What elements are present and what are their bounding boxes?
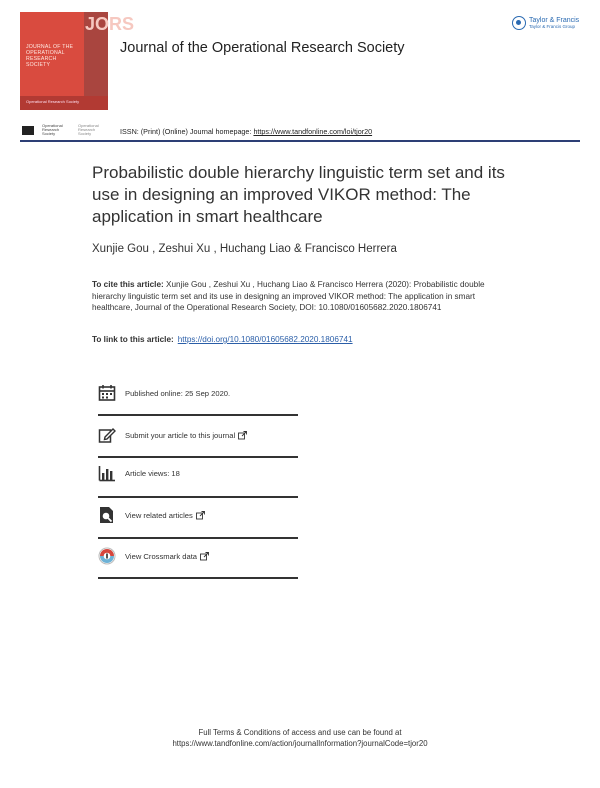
journal-cover[interactable] <box>20 12 135 110</box>
cover-bottom-text: Operational Research Society <box>26 99 80 104</box>
citation: To cite this article: Xunjie Gou , Zeshui Xu , Huchang Liao & Francisco Herrera (2020): Probabilistic double hierarchy linguistic term set and its use in designing an improved VIKOR method: The application in smart healthcare, Journal of the Operational Research Society, DOI: 10.1080/01605682.2020.1806741 <box>92 280 485 312</box>
society-logo-icon <box>22 126 34 135</box>
article-link: To link to this article: https://doi.org/10.1080/01605682.2020.1806741 <box>92 335 353 344</box>
article-title: Probabilistic double hierarchy linguistic term set and its use in designing an improved VIKOR method: The application in smart healthcare <box>92 163 505 226</box>
calendar-icon <box>98 384 116 402</box>
edit-icon <box>98 426 116 444</box>
publisher-logo-icon <box>512 16 526 30</box>
meta-crossmark[interactable] <box>98 537 298 575</box>
meta-submit[interactable] <box>98 416 298 454</box>
submit-article-link[interactable]: Submit your article to this journal <box>125 430 236 440</box>
external-link-icon <box>200 552 209 561</box>
crossmark-icon <box>98 547 116 565</box>
journal-title: Journal of the Operational Research Society <box>120 40 405 56</box>
footer: Full Terms & Conditions of access and use can be found at https://www.tandfonline.com/action/journalInformation?journalCode=tjor20 <box>0 727 600 749</box>
journal-homepage-link[interactable]: https://www.tandfonline.com/loi/tjor20 <box>253 127 373 136</box>
publisher-logo[interactable]: Taylor & Francis Taylor & Francis Group <box>512 16 579 30</box>
meta-views: Article views: 18 <box>98 454 298 492</box>
bar-chart-icon <box>98 464 116 482</box>
citation-doi: 10.1080/01605682.2020.1806741 <box>318 303 442 312</box>
footer-link[interactable]: https://www.tandfonline.com/action/journalInformation?journalCode=tjor20 <box>172 739 428 748</box>
search-doc-icon <box>98 506 116 524</box>
cover-title: JOURNAL OF THE OPERATIONAL RESEARCH SOCIETY <box>26 44 74 68</box>
meta-published: Published online: 25 Sep 2020. <box>98 374 298 412</box>
society-logos: Operational Research Society Operational Research Society <box>22 124 106 136</box>
issn-line: ISSN: (Print) (Online) Journal homepage: https://www.tandfonline.com/loi/tjor20 <box>120 127 373 136</box>
cover-acronym: JORS <box>85 14 135 34</box>
related-articles-link[interactable]: View related articles <box>125 510 193 520</box>
external-link-icon <box>238 431 247 440</box>
article-doi-link[interactable]: https://doi.org/10.1080/01605682.2020.1806741 <box>177 335 353 344</box>
external-link-icon <box>196 511 205 520</box>
crossmark-link[interactable]: View Crossmark data <box>125 551 198 561</box>
header-divider <box>20 140 580 142</box>
article-authors: Xunjie Gou , Zeshui Xu , Huchang Liao & Francisco Herrera <box>92 243 397 255</box>
meta-related[interactable] <box>98 496 298 534</box>
